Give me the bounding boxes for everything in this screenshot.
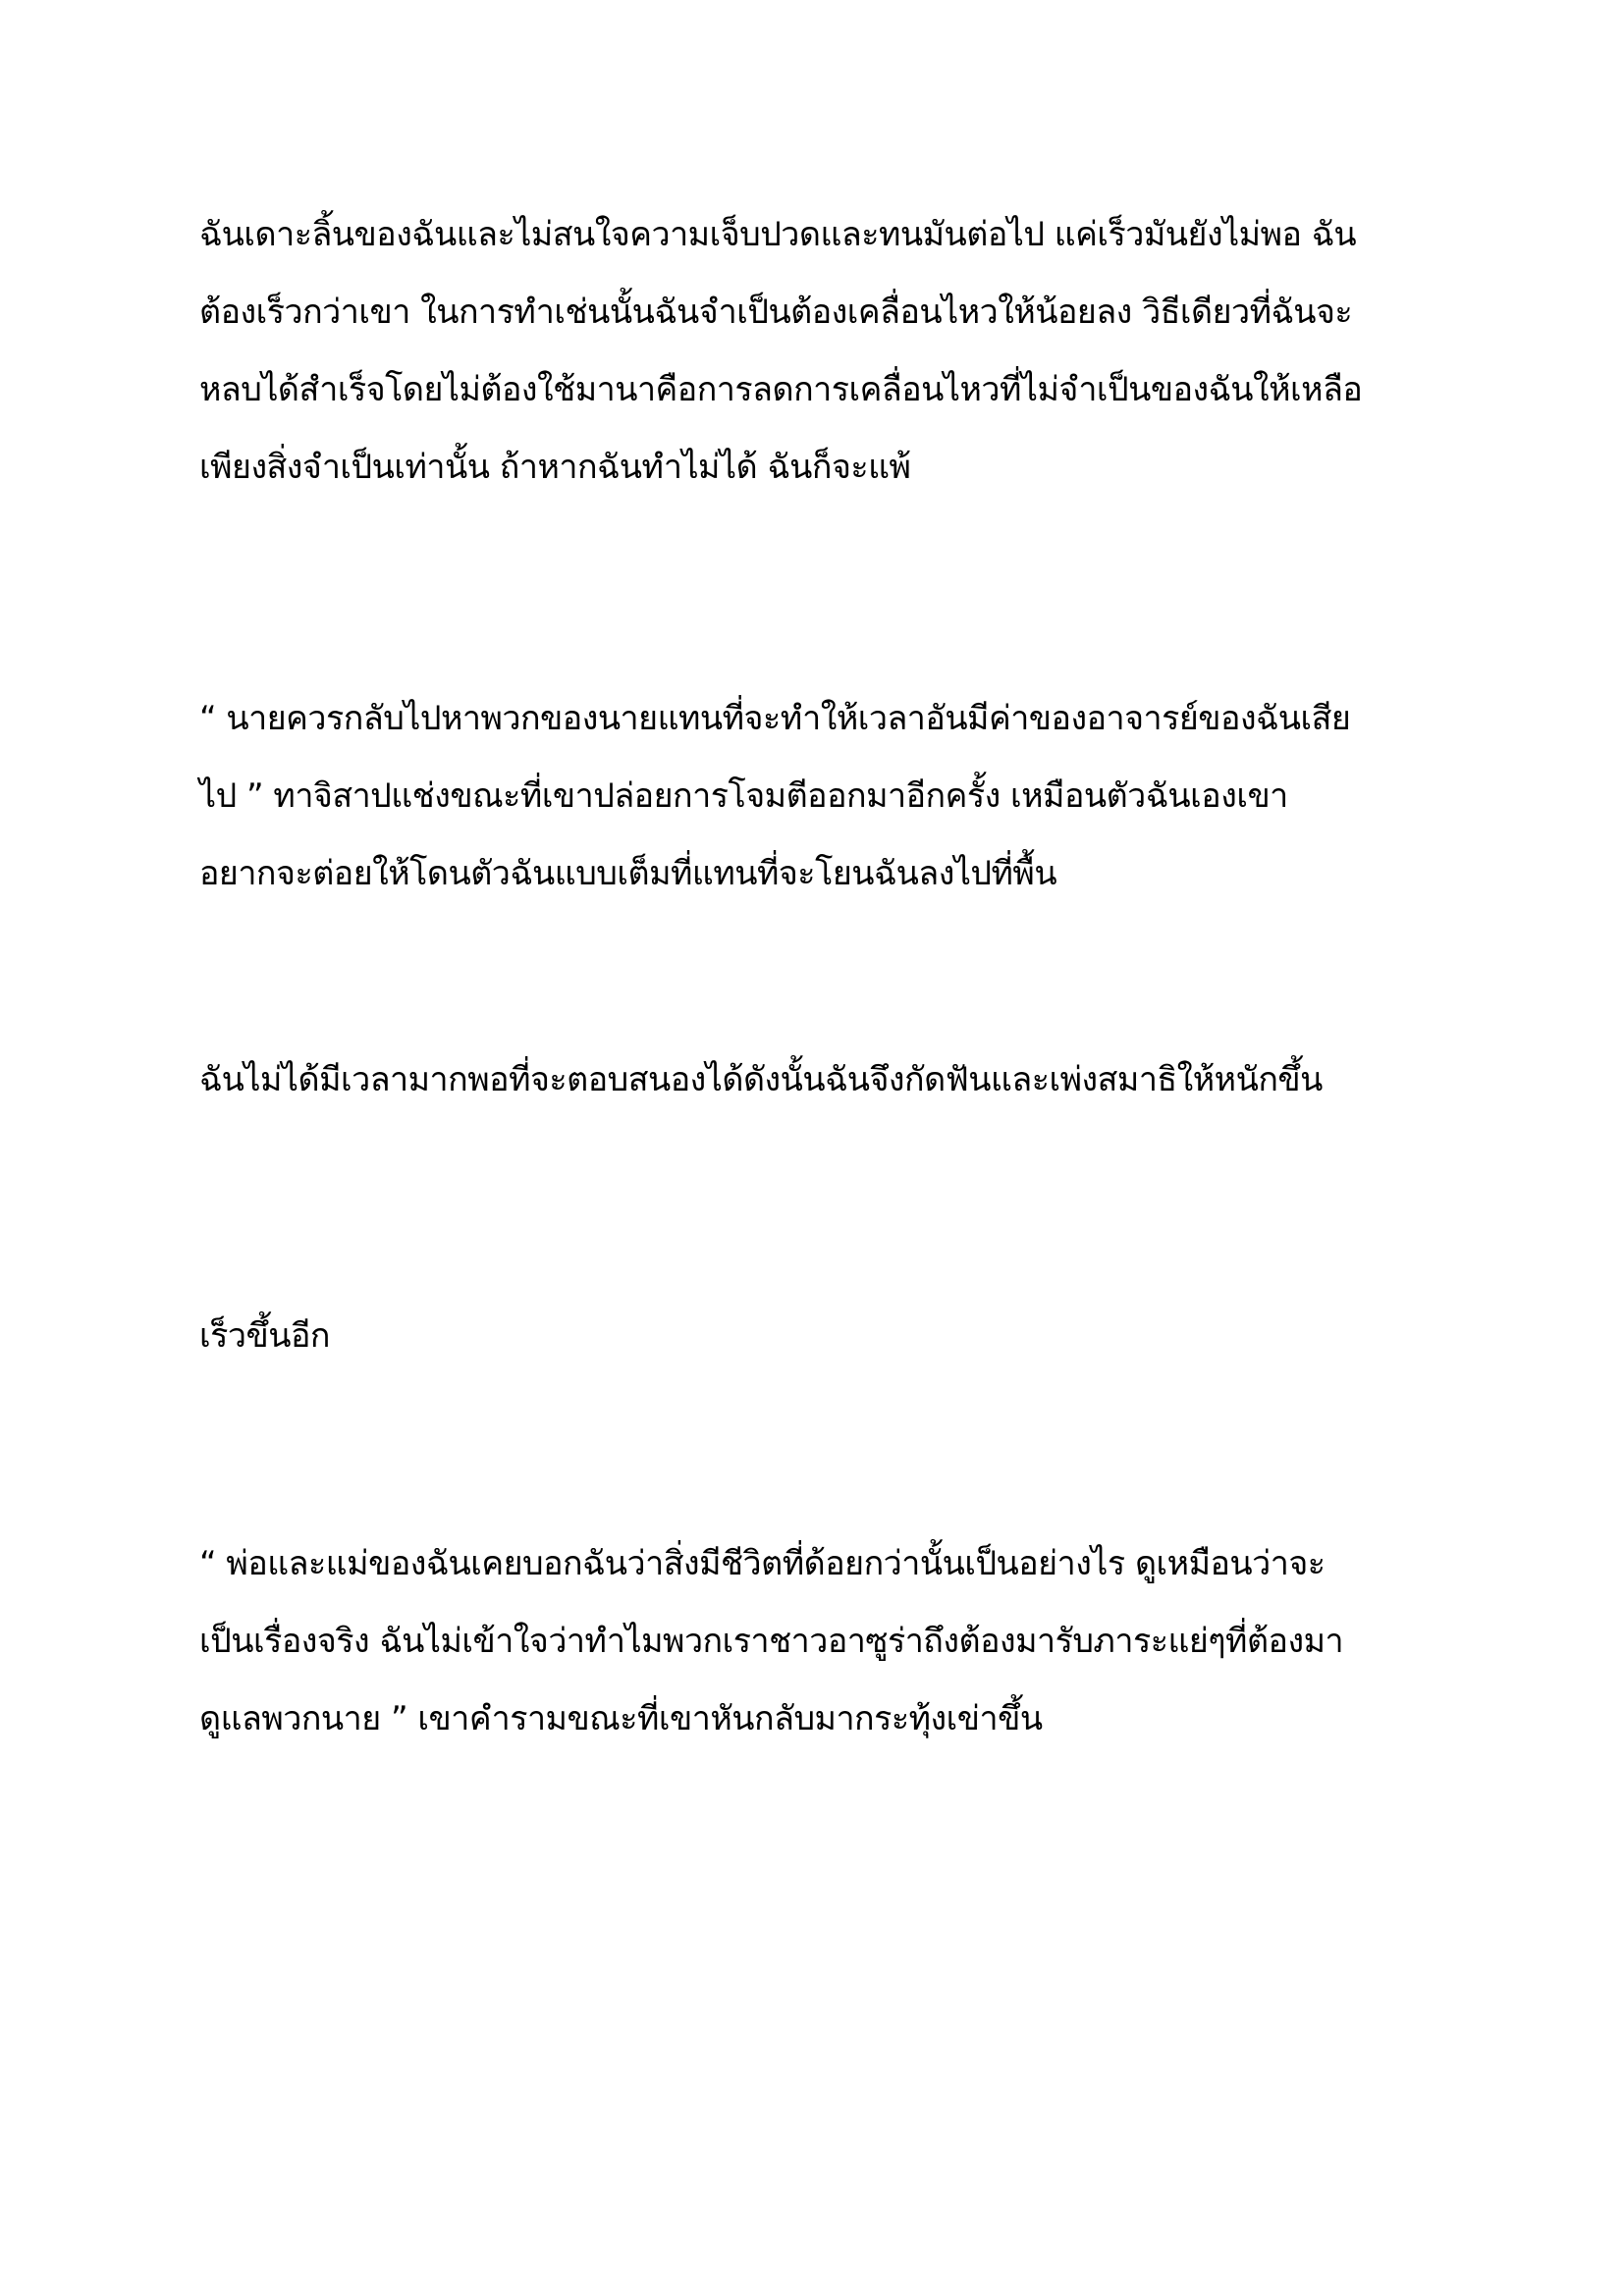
text-line: เป็นเรื่องจริง ฉันไม่เข้าใจว่าทำไมพวกเราชาวอาซูร่าถึงต้องมารับภาระแย่ๆที่ต้องมา bbox=[199, 1622, 1344, 1661]
text-line: ฉันไม่ได้มีเวลามากพอที่จะตอบสนองได้ดังนั้นฉันจึงกัดฟันและเพ่งสมาธิให้หนักขึ้น bbox=[199, 1060, 1323, 1099]
paragraph-3 bbox=[199, 1041, 1476, 1119]
text-line: หลบได้สำเร็จโดยไม่ต้องใช้มานาคือการลดการเคลื่อนไหวที่ไม่จำเป็นของฉันให้เหลือ bbox=[199, 370, 1363, 409]
text-line: เพียงสิ่งจำเป็นเท่านั้น ถ้าหากฉันทำไม่ได้ ฉันก็จะแพ้ bbox=[199, 448, 911, 487]
paragraph-2 bbox=[199, 680, 1476, 913]
paragraph-5 bbox=[199, 1525, 1476, 1758]
text-line: ต้องเร็วกว่าเขา ในการทำเช่นนั้นฉันจำเป็นต้องเคลื่อนไหวให้น้อยลง วิธีเดียวที่ฉันจะ bbox=[199, 293, 1353, 332]
paragraph-4 bbox=[199, 1298, 1476, 1375]
text-line: ฉันเดาะลิ้นของฉันและไม่สนใจความเจ็บปวดและทนมันต่อไป แค่เร็วมันยังไม่พอ ฉัน bbox=[199, 215, 1357, 254]
text-line: “ พ่อและแม่ของฉันเคยบอกฉันว่าสิ่งมีชีวิตที่ด้อยกว่านั้นเป็นอย่างไร ดูเหมือนว่าจะ bbox=[199, 1544, 1326, 1583]
text-line: เร็วขึ้นอีก bbox=[199, 1316, 330, 1356]
text-line: อยากจะต่อยให้โดนตัวฉันแบบเต็มที่แทนที่จะโยนฉันลงไปที่พื้น bbox=[199, 854, 1057, 893]
text-line: ไป ” ทาจิสาปแช่งขณะที่เขาปล่อยการโจมตีออกมาอีกครั้ง เหมือนตัวฉันเองเขา bbox=[199, 776, 1288, 816]
text-line: “ นายควรกลับไปหาพวกของนายแทนที่จะทำให้เวลาอันมีค่าของอาจารย์ของฉันเสีย bbox=[199, 699, 1351, 738]
text-line: ดูแลพวกนาย ” เขาคำรามขณะที่เขาหันกลับมากระทุ้งเข่าขึ้น bbox=[199, 1699, 1043, 1738]
paragraph-1 bbox=[199, 196, 1476, 507]
